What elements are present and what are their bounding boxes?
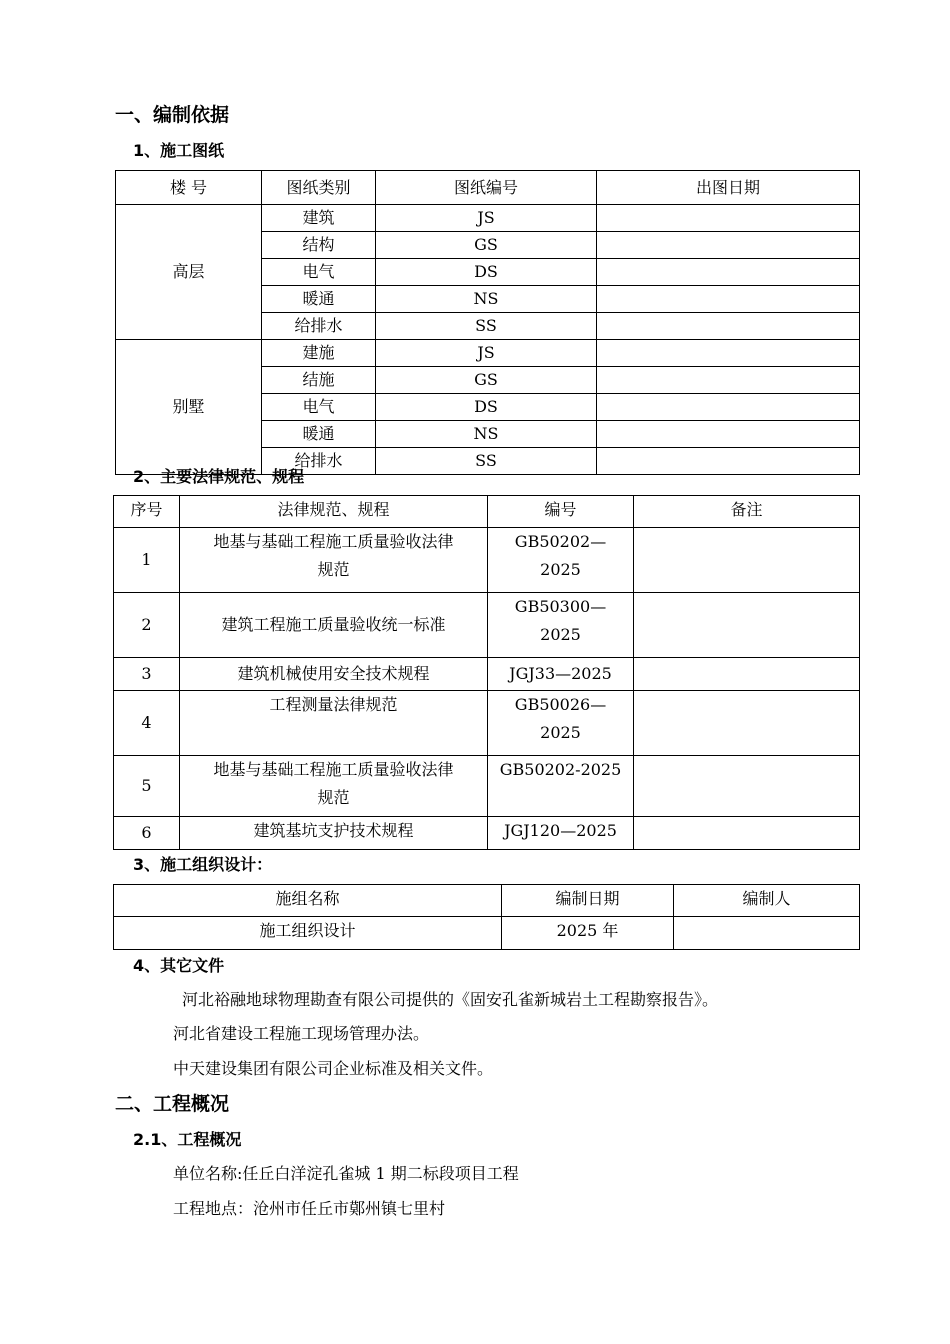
row-name: 建筑基坑支护技术规程	[180, 817, 488, 850]
table-row	[114, 817, 860, 850]
table-row	[114, 917, 860, 950]
row-name-line1: 建筑工程施工质量验收统一标准	[221, 615, 446, 634]
header-date: 出图日期	[597, 171, 860, 205]
row-name-line2: 规范	[317, 788, 350, 807]
row-code-line2: 2025	[540, 625, 581, 644]
table-header-row	[116, 171, 860, 205]
row-name: 建筑机械使用安全技术规程	[180, 658, 488, 691]
table-row	[114, 528, 860, 593]
table-row	[116, 340, 860, 367]
row-name-line1: 地基与基础工程施工质量验收法律	[213, 760, 454, 779]
date-cell	[597, 205, 860, 232]
table-header-row	[114, 496, 860, 528]
category-cell: 结施	[262, 367, 376, 394]
header-category: 图纸类别	[262, 171, 376, 205]
date-cell	[597, 286, 860, 313]
row-code-line1: GB50026—	[514, 695, 607, 714]
table-row	[114, 756, 860, 817]
row-note	[634, 756, 860, 817]
header-design-date: 编制日期	[502, 885, 674, 917]
header-name: 法律规范、规程	[180, 496, 488, 528]
category-cell: 暖通	[262, 286, 376, 313]
row-code: JGJ33—2025	[488, 658, 634, 691]
row-code-line2: 2025	[540, 723, 581, 742]
row-name-line1: 工程测量法律规范	[269, 695, 398, 714]
code-cell: JS	[376, 340, 597, 367]
row-name-line1: 地基与基础工程施工质量验收法律	[213, 532, 454, 551]
table-row	[116, 205, 860, 232]
other-doc-line-1: 河北裕融地球物理勘查有限公司提供的《固安孔雀新城岩土工程勘察报告》。	[182, 990, 719, 1009]
project-location-line: 工程地点：沧州市任丘市鄚州镇七里村	[173, 1199, 446, 1218]
category-cell: 给排水	[262, 448, 376, 475]
header-design-name: 施组名称	[114, 885, 502, 917]
code-cell: DS	[376, 394, 597, 421]
category-cell: 电气	[262, 394, 376, 421]
section-title: 二、工程概况	[115, 1093, 230, 1115]
date-cell	[597, 367, 860, 394]
code-cell: NS	[376, 421, 597, 448]
row-note	[634, 593, 860, 658]
row-no: 5	[114, 756, 180, 817]
header-no: 序号	[114, 496, 180, 528]
code-cell: NS	[376, 286, 597, 313]
header-code: 编号	[488, 496, 634, 528]
project-unit-line: 单位名称:任丘白洋淀孔雀城 1 期二标段项目工程	[173, 1164, 519, 1183]
row-name	[180, 756, 488, 817]
section-title: 一、编制依据	[115, 104, 230, 126]
row-code	[488, 691, 634, 756]
row-code	[488, 756, 634, 817]
row-no: 1	[114, 528, 180, 593]
category-cell: 给排水	[262, 313, 376, 340]
regulations-table	[113, 495, 860, 850]
other-doc-line-2: 河北省建设工程施工现场管理办法。	[173, 1024, 430, 1043]
code-cell: GS	[376, 367, 597, 394]
category-cell: 建筑	[262, 205, 376, 232]
row-code	[488, 593, 634, 658]
row-code	[488, 528, 634, 593]
category-cell: 电气	[262, 259, 376, 286]
table-row	[114, 593, 860, 658]
row-note	[634, 691, 860, 756]
date-cell	[597, 313, 860, 340]
header-note: 备注	[634, 496, 860, 528]
subsection-title-drawings: 1、施工图纸	[133, 141, 225, 160]
header-building: 楼 号	[116, 171, 262, 205]
date-cell	[597, 259, 860, 286]
date-cell	[597, 232, 860, 259]
row-note	[634, 658, 860, 691]
row-name	[180, 528, 488, 593]
row-note	[634, 817, 860, 850]
header-code: 图纸编号	[376, 171, 597, 205]
row-no: 2	[114, 593, 180, 658]
category-cell: 建施	[262, 340, 376, 367]
code-cell: DS	[376, 259, 597, 286]
row-code-line2: 2025	[540, 560, 581, 579]
row-name	[180, 593, 488, 658]
drawings-table	[115, 170, 860, 475]
code-cell: JS	[376, 205, 597, 232]
category-cell: 暖通	[262, 421, 376, 448]
subsection-title-other-docs: 4、其它文件	[133, 956, 225, 975]
row-note	[634, 528, 860, 593]
date-cell	[597, 421, 860, 448]
row-name-line2: 规范	[317, 560, 350, 579]
design-date-cell: 2025 年	[502, 917, 674, 950]
code-cell: SS	[376, 313, 597, 340]
design-name-cell: 施工组织设计	[114, 917, 502, 950]
category-cell: 结构	[262, 232, 376, 259]
row-no: 3	[114, 658, 180, 691]
table-header-row	[114, 885, 860, 917]
row-code-line1: GB50300—	[514, 597, 607, 616]
subsection-title-overview: 2.1、工程概况	[133, 1130, 242, 1149]
org-design-table	[113, 884, 860, 950]
row-code-line1: GB50202—	[514, 532, 607, 551]
subsection-title-org-design: 3、施工组织设计：	[133, 855, 273, 874]
header-design-author: 编制人	[674, 885, 860, 917]
subsection-title-regulations: 2、主要法律规范、规程	[133, 467, 305, 486]
row-name	[180, 691, 488, 756]
table-row	[114, 658, 860, 691]
code-cell: GS	[376, 232, 597, 259]
other-doc-line-3: 中天建设集团有限公司企业标准及相关文件。	[173, 1059, 494, 1078]
design-author-cell	[674, 917, 860, 950]
row-no: 6	[114, 817, 180, 850]
code-cell: SS	[376, 448, 597, 475]
date-cell	[597, 394, 860, 421]
row-code-line1: GB50202-2025	[499, 760, 622, 779]
date-cell	[597, 448, 860, 475]
row-no: 4	[114, 691, 180, 756]
date-cell	[597, 340, 860, 367]
table-row	[114, 691, 860, 756]
group-name: 别墅	[116, 340, 262, 475]
row-code: JGJ120—2025	[488, 817, 634, 850]
group-name: 高层	[116, 205, 262, 340]
